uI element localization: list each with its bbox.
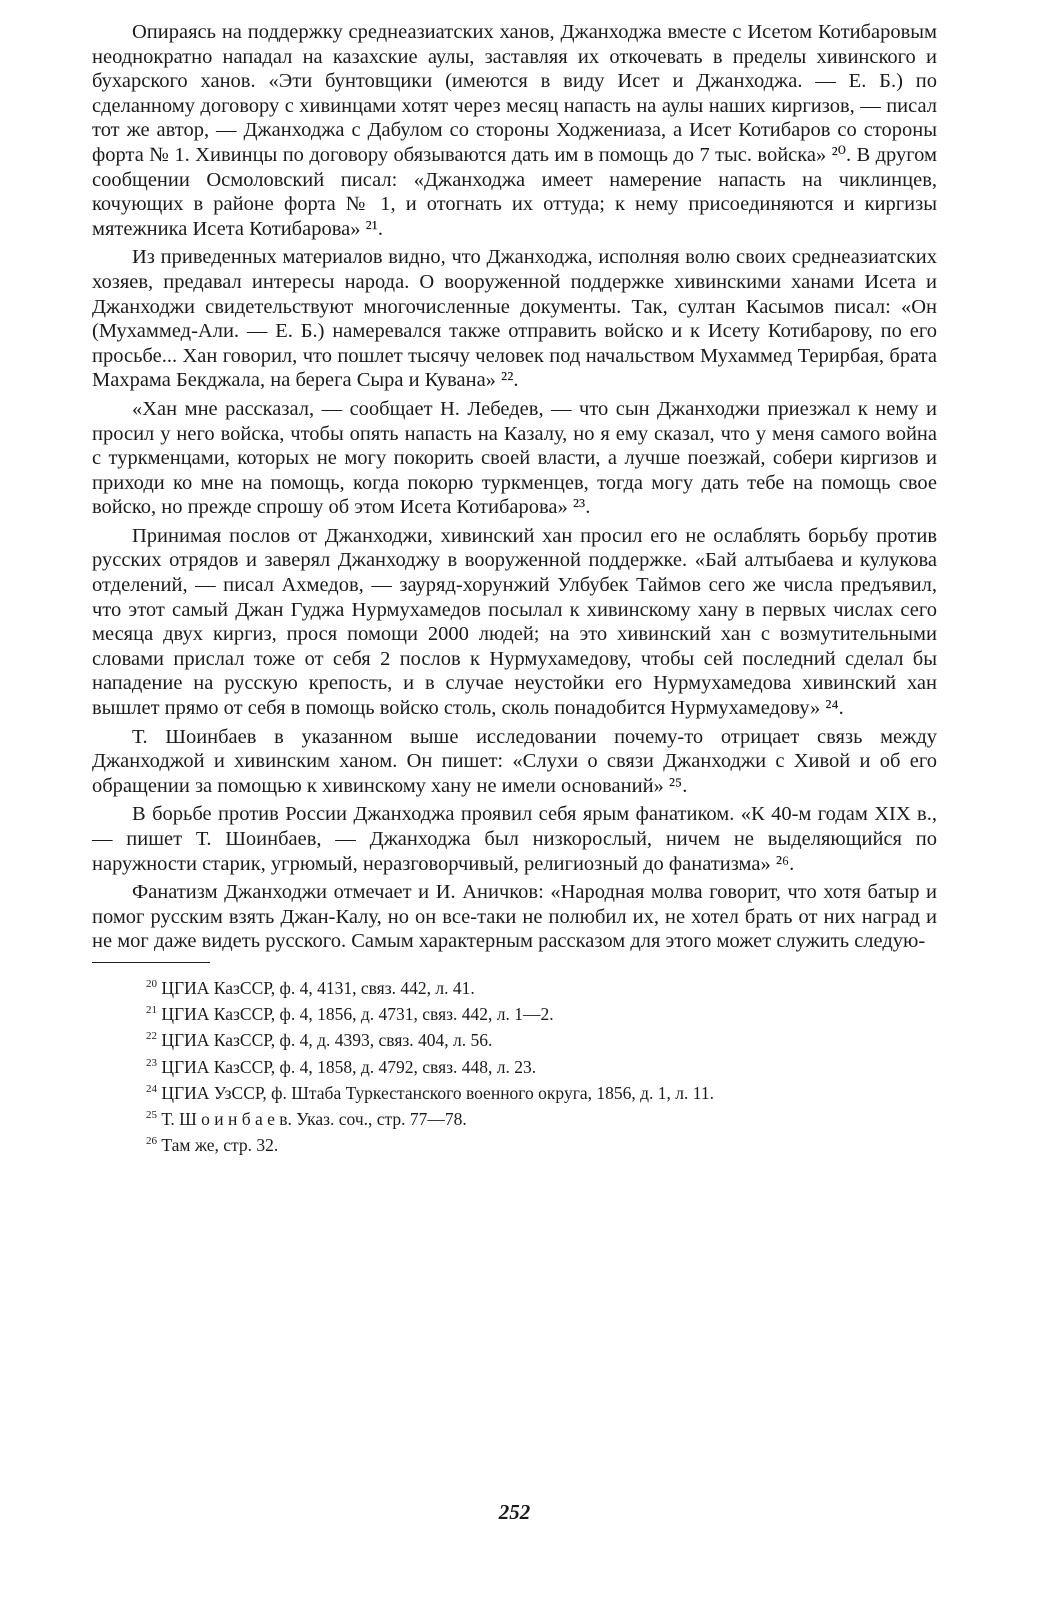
footnote [146,999,937,1025]
footnote-text: ЦГИА КазССР, ф. 4, 1858, д. 4792, связ. 448, л. 23. [161,1056,537,1077]
footnote-text: ЦГИА УзССР, ф. Штаба Туркестанского военного округа, 1856, д. 1, л. 11. [161,1082,715,1103]
footnote [146,1078,937,1104]
footnotes [92,973,937,1157]
footnote-number: 24 [146,1082,157,1095]
footnote-number: 25 [146,1109,157,1122]
footnote-number: 21 [146,1004,157,1017]
footnote-text: Т. Ш о и н б а е в. Указ. соч., стр. 77—78. [161,1108,467,1129]
body-paragraph: Опираясь на поддержку среднеазиатских ханов, Джанходжа вместе с Исетом Котибаровым неоднократно нападал на казахские аулы, заставляя их откочевать в пределы хивинского и бухарского ханов. «Эти бунтовщики (имеются в виду Исет и Джанходжа. — Е. Б.) по сделанному договору с хивинцами хотят через месяц напасть на аулы наших киргизов, — писал тот же автор, — Джанходжа с Дабулом со стороны Ходжениаза, а Исет Котибаров со стороны форта № 1. Хивинцы по договору обязываются дать им в помощь до 7 тыс. войска» ²⁰. В другом сообщении Осмоловский писал: «Джанходжа имеет намерение напасть на чиклинцев, кочующих в районе форта № 1, и отогнать их оттуда; к нему присоединяются и киргизы мятежника Исета Котибарова» ²¹. [92,21,937,240]
footnote [146,1130,937,1156]
body-paragraph: В борьбе против России Джанходжа проявил себя ярым фанатиком. «К 40-м годам XIX в., — пишет Т. Шоинбаев, — Джанходжа был низкорослый, ничем не выделяющийся по наружности старик, угрюмый, неразговорчивый, религиозный до фанатизма» ²⁶. [92,803,937,875]
footnote-text: ЦГИА КазССР, ф. 4, д. 4393, связ. 404, л. 56. [161,1030,493,1051]
footnote [146,1025,937,1051]
body-paragraph: Из приведенных материалов видно, что Джанходжа, исполняя волю своих среднеазиатских хозяев, предавал интересы народа. О вооруженной поддержке хивинскими ханами Исета и Джанходжи свидетельствуют многочисленные документы. Так, султан Касымов писал: «Он (Мухаммед-Али. — Е. Б.) намеревался также отправить войско и к Исету Котибарову, по его просьбе... Хан говорил, что пошлет тысячу человек под начальством Мухаммед Терирбая, брата Махрама Бекджала, на берега Сыра и Кувана» ²². [92,246,937,392]
footnote-text: Там же, стр. 32. [161,1135,279,1156]
footnote-text: ЦГИА КазССР, ф. 4, 1856, д. 4731, связ. 442, л. 1—2. [161,1004,554,1025]
footnote-number: 20 [146,977,157,990]
footnote-text: ЦГИА КазССР, ф. 4, 4131, связ. 442, л. 41. [161,977,475,998]
body-paragraph: Фанатизм Джанходжи отмечает и И. Аничков: «Народная молва говорит, что хотя батыр и помог русским взять Джан-Калу, но он все-таки не полюбил их, не хотел брать от них наград и не мог даже видеть русского. Самым характерным рассказом для этого может служить следую- [92,881,937,953]
footnote [146,973,937,999]
book-page [92,20,937,1524]
page-number: 252 [498,1500,531,1524]
body-paragraph: Принимая послов от Джанходжи, хивинский хан просил его не ослаблять борьбу против русских отрядов и заверял Джанходжу в вооруженной поддержке. «Бай алтыбаева и кулукова отделений, — писал Ахмедов, — зауряд-хорунжий Улбубек Таймов сего же числа предъявил, что этот самый Джан Гуджа Нурмухамедов посылал к хивинскому хану в первых числах сего месяца двух киргиз, прося помощи 2000 людей; на это хивинский хан с возмутительными словами прислал тоже от себя 2 послов к Нурмухамедову, чтобы сей последний сделал бы нападение на русскую крепость, и в случае неустойки его Нурмухамедова хивинский хан вышлет прямо от себя в помощь войско столь, сколь понадобится Нурмухамедову» ²⁴. [92,524,937,720]
footnote-number: 22 [146,1030,157,1043]
footnote-number: 26 [146,1135,157,1148]
footnote-divider [92,962,210,963]
footnote-number: 23 [146,1056,157,1069]
body-paragraph: Т. Шоинбаев в указанном выше исследовании почему-то отрицает связь между Джанходжой и хивинским ханом. Он пишет: «Слухи о связи Джанходжи с Хивой и об его обращении за помощью к хивинскому хану не имели оснований» ²⁵. [92,725,937,797]
body-paragraph: «Хан мне рассказал, — сообщает Н. Лебедев, — что сын Джанходжи приезжал к нему и просил у него войска, чтобы опять напасть на Казалу, но я ему сказал, что у меня самого война с туркменцами, которых не могу покорить своей власти, а лучше поезжай, собери киргизов и приходи ко мне на помощь, когда покорю туркменцев, тогда могу дать тебе на помощь свое войско, но прежде спрошу об этом Исета Котибарова» ²³. [92,397,937,519]
footnote [146,1104,937,1130]
footnote [146,1052,937,1078]
